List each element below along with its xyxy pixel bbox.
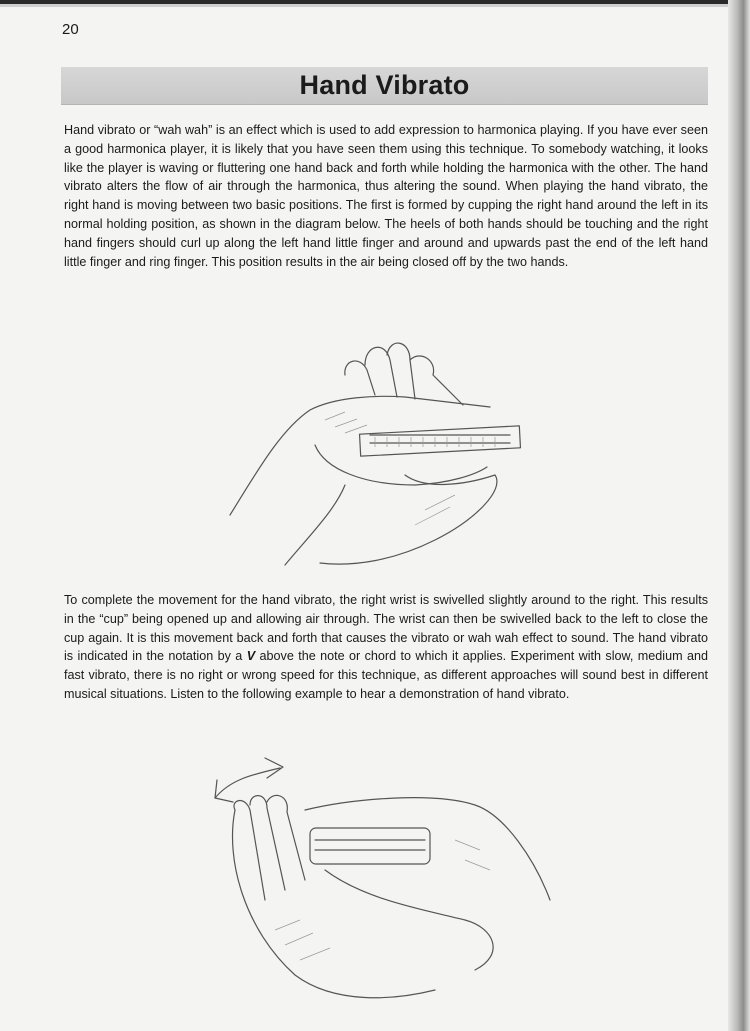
paragraph-movement [64,591,708,704]
page-number: 20 [62,21,79,38]
hands-closed-illustration [225,335,535,580]
vibrato-symbol: V [246,649,256,664]
section-title-bar [61,67,708,105]
page-top-edge [0,0,750,6]
paragraph-movement-part1: To complete the movement for the hand vibrato, the right wrist is swivelled slightly around to the right. This results in the “cup” being opened up and allowing air through. The wrist can then be swivelled back to the left to close the cup again. It is this movement back and forth that causes the vibrato or wah wah effect to sound. The hand vibrato is indicated in the notation by a [64,593,708,664]
book-spine-shadow [728,0,750,1031]
paragraph-movement-part2: above the note or chord to which it applies. Experiment with slow, medium and fast vibrato, there is no right or wrong speed for this technique, as different approaches will sound best in different musical situations. Listen to the following example to hear a demonstration of hand vibrato. [64,649,708,701]
hands-open-illustration [205,750,565,1010]
paragraph-intro: Hand vibrato or “wah wah” is an effect which is used to add expression to harmonica playing. If you have ever seen a good harmonica player, it is likely that you have seen them using this technique. To somebody watching, it looks like the player is waving or fluttering one hand back and forth while holding the harmonica with the other. The hand vibrato alters the flow of air through the harmonica, thus altering the sound. When playing the hand vibrato, the right hand is moving between two basic positions. The first is formed by cupping the right hand around the left in its normal holding position, as shown in the diagram below. The heels of both hands should be touching and the right hand fingers should curl up along the left hand little finger and around and upwards past the end of the left hand little finger and ring finger. This position results in the air being closed off by the two hands. [64,123,708,269]
section-title: Hand Vibrato [299,70,470,100]
